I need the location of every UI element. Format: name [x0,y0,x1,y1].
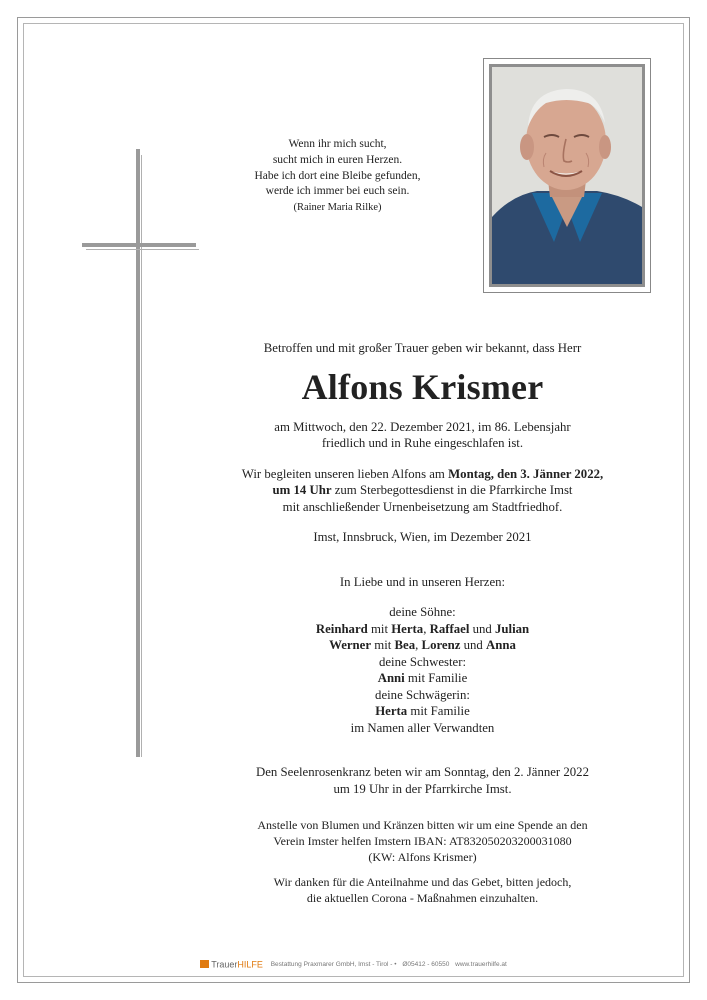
donation-line: Anstelle von Blumen und Kränzen bitten wir um eine Spende an den [257,818,588,832]
funeral-line: um 14 Uhr zum Sterbegottesdienst in die Pfarrkirche Imst [272,483,573,497]
sisterinlaw-row: Herta mit Familie [375,704,470,718]
rosary-line: um 19 Uhr in der Pfarrkirche Imst. [333,781,512,796]
footer-phone: Ø05412 - 60550 [402,960,450,968]
footer [0,959,707,970]
footer-company: Bestattung Praxmarer GmbH, Imst - Tirol - • [270,960,397,968]
cross-vertical-bar [136,149,140,757]
place-date: Imst, Innsbruck, Wien, im Dezember 2021 [313,530,532,544]
thanks-line: Wir danken für die Anteilnahme und das Gebet, bitten jedoch, [273,874,572,889]
funeral-line: mit anschließender Urnenbeisetzung am Stadtfriedhof. [282,499,563,514]
portrait-frame [483,58,651,293]
announcement-line: Betroffen und mit großer Trauer geben wir bekannt, dass Herr [263,341,582,355]
poem-line: Wenn ihr mich sucht, [288,138,387,150]
sister-row: Anni mit Familie [377,671,468,685]
cross-horizontal-bar [82,243,196,247]
obituary-text [200,340,645,906]
love-line: In Liebe und in unseren Herzen: [339,574,506,589]
death-line: am Mittwoch, den 22. Dezember 2021, im 86. Lebensjahr [274,419,571,434]
sons-label: deine Söhne: [389,605,456,619]
relatives-line: im Namen aller Verwandten [350,720,495,735]
poem-line: sucht mich in euren Herzen. [272,153,403,166]
sisterinlaw-label: deine Schwägerin: [375,687,470,702]
thanks-line: die aktuellen Corona - Maßnahmen einzuhalten. [306,890,539,905]
sister-label: deine Schwester: [378,654,467,669]
poem-line: werde ich immer bei euch sein. [265,185,410,198]
donation-line: (KW: Alfons Krismer) [368,850,477,865]
donation-line: Verein Imster helfen Imstern IBAN: AT832050203200031080 [273,834,572,849]
rosary-line: Den Seelenrosenkranz beten wir am Sonntag, den 2. Jänner 2022 [256,765,589,779]
cross-horizontal-shadow [86,249,199,250]
footer-web[interactable]: www.trauerhilfe.at [455,960,507,968]
portrait-photo [489,64,645,287]
poem-author: (Rainer Maria Rilke) [293,202,382,214]
funeral-line: Wir begleiten unseren lieben Alfons am Montag, den 3. Jänner 2022, [241,466,604,481]
sons-row: Reinhard mit Herta, Raffael und Julian [315,621,530,636]
trauerhilfe-logo-icon [200,960,209,968]
death-line: friedlich und in Ruhe eingeschlafen ist. [321,436,524,450]
poem-quote [240,137,435,216]
sons-row: Werner mit Bea, Lorenz und Anna [329,638,516,652]
trauerhilfe-logo: TrauerHILFE [211,959,263,970]
poem-line: Habe ich dort eine Bleibe gefunden, [254,169,421,182]
deceased-name: Alfons Krismer [301,366,544,407]
